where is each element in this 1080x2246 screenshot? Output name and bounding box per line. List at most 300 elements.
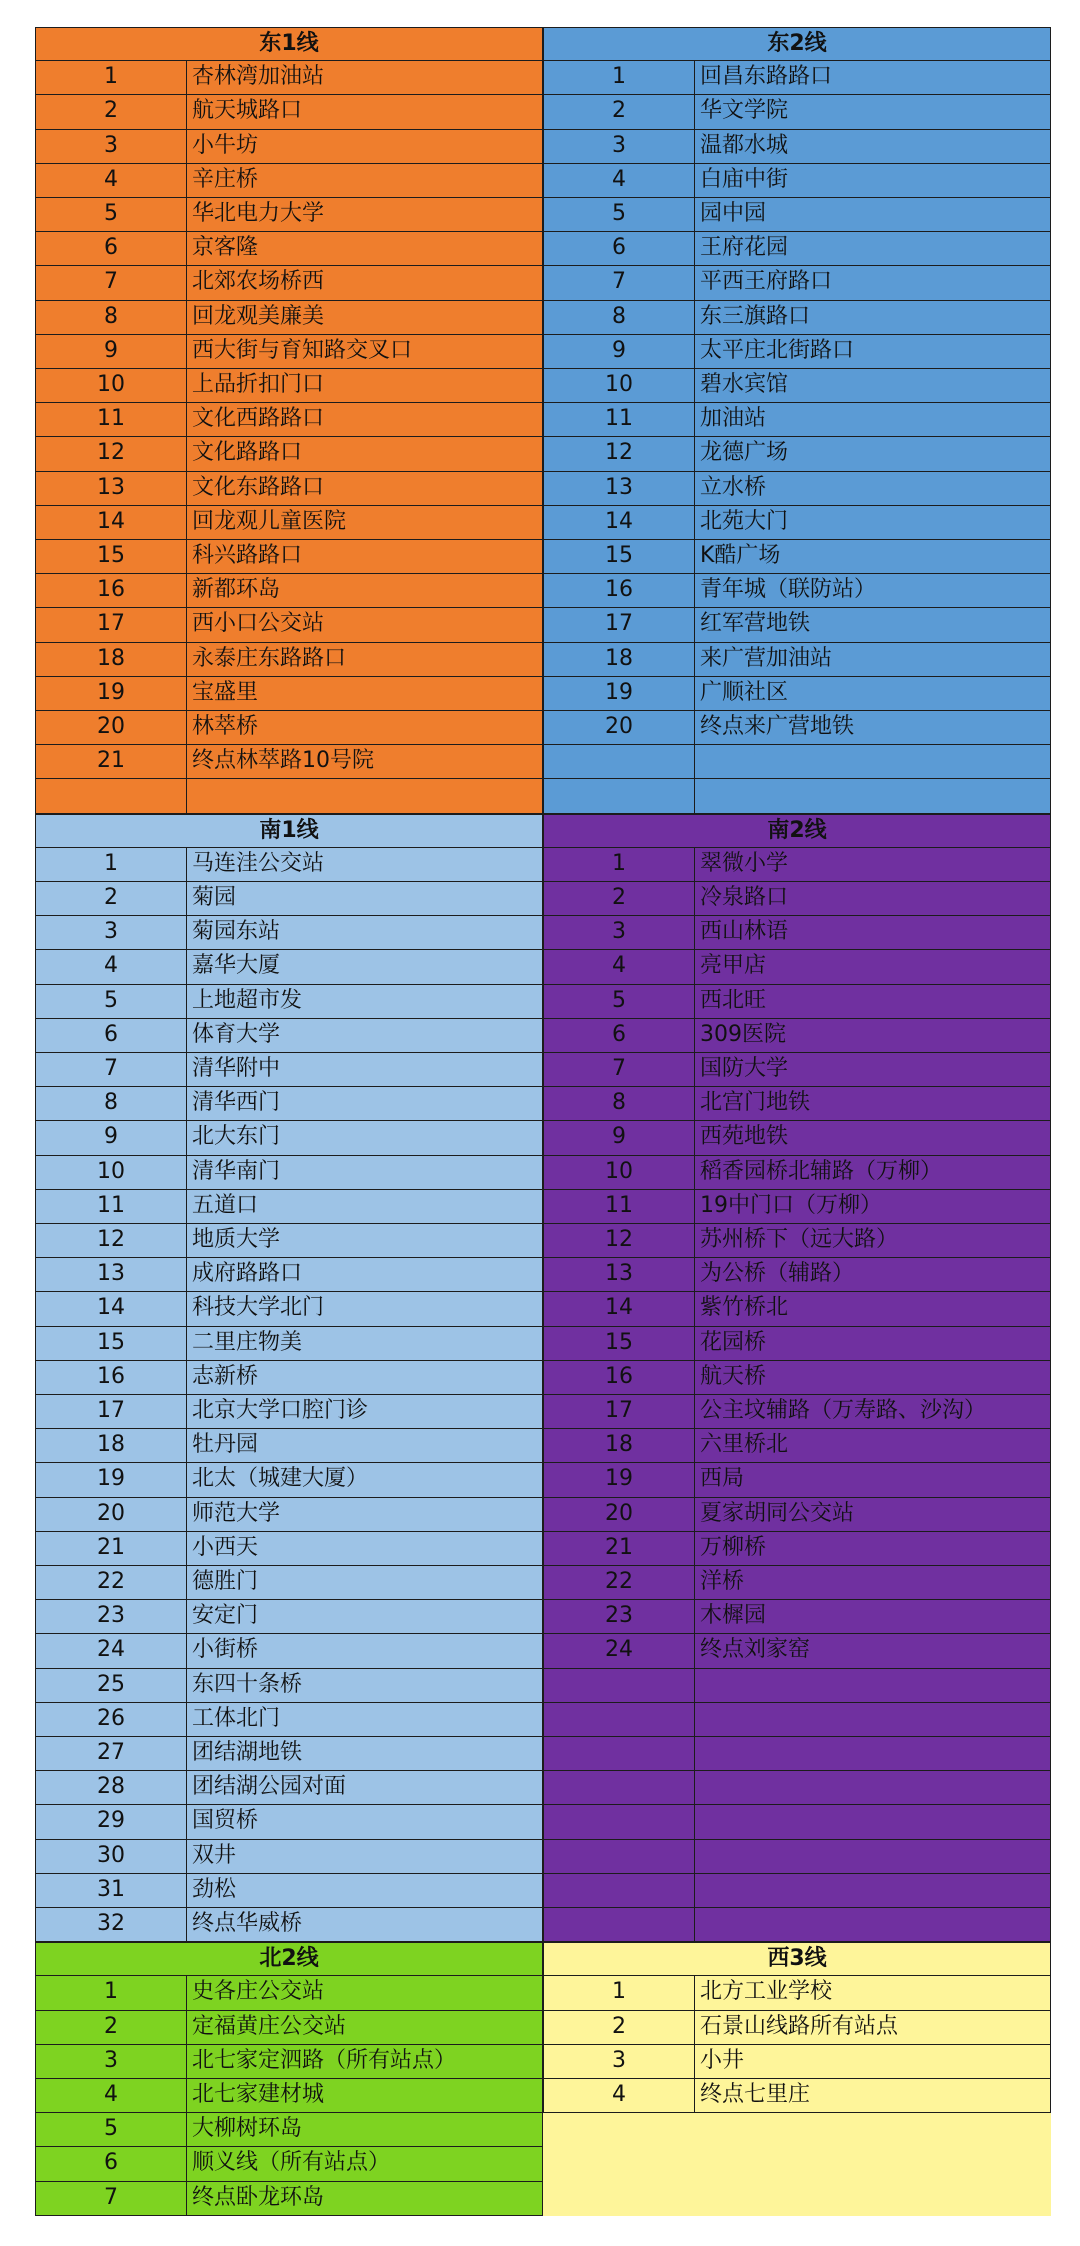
stop-number: 11: [544, 403, 695, 436]
stop-number: [36, 779, 187, 812]
stop-number: 13: [36, 1258, 187, 1291]
bus-route-table: [35, 27, 1051, 2223]
stop-name: 洋桥: [700, 1568, 745, 1594]
stop-number: [544, 1771, 695, 1804]
table-row: [35, 506, 543, 540]
table-row: [543, 677, 1051, 711]
stop-number: 4: [544, 950, 695, 983]
table-row: [35, 335, 543, 369]
stop-number: 10: [36, 369, 187, 402]
stop-number: 7: [544, 1053, 695, 1086]
table-row: [543, 1292, 1051, 1326]
stop-name: 辛庄桥: [192, 166, 259, 192]
stop-name: 新都环岛: [192, 577, 281, 603]
stop-number: 17: [36, 1395, 187, 1428]
table-row: [35, 745, 543, 779]
stop-name: K酷广场: [700, 543, 781, 568]
table-row: [35, 130, 543, 164]
table-row: [35, 2113, 543, 2147]
stop-name: [695, 1669, 1050, 1702]
stop-name: 北京大学口腔门诊: [192, 1397, 369, 1423]
table-row: [543, 266, 1051, 300]
stop-name: 石景山线路所有站点: [700, 2013, 899, 2039]
stop-number: 1: [544, 1976, 695, 2009]
table-row: [543, 1840, 1051, 1874]
table-row: [543, 1190, 1051, 1224]
stop-number: 8: [36, 301, 187, 334]
stop-name: [695, 1840, 1050, 1873]
stop-name: 小井: [700, 2047, 745, 2073]
stop-name: 冷泉路口: [700, 884, 789, 910]
stop-number: 20: [544, 711, 695, 744]
stop-number: 17: [544, 608, 695, 641]
stop-number: 2: [544, 95, 695, 128]
stop-name: 清华西门: [192, 1090, 281, 1116]
stop-name: 菊园东站: [192, 919, 281, 945]
stop-name: 19中门口（万柳）: [700, 1192, 882, 1218]
stop-name: 碧水宾馆: [700, 372, 789, 397]
table-row: [35, 164, 543, 198]
stop-name: 稻香园桥北辅路（万柳）: [700, 1158, 943, 1184]
table-row: [35, 2011, 543, 2045]
stop-number: [544, 779, 695, 812]
stop-name: 西小口公交站: [192, 611, 325, 637]
stop-name: 北郊农场桥西: [192, 269, 325, 295]
table-row: [543, 506, 1051, 540]
table-row: [35, 1908, 543, 1942]
table-row: [543, 369, 1051, 403]
table-row: [543, 608, 1051, 642]
stop-name: 广顺社区: [700, 679, 789, 705]
table-row: [35, 574, 543, 608]
table-row: [35, 2079, 543, 2113]
stop-name: 定福黄庄公交站: [192, 2013, 347, 2039]
stop-number: 11: [36, 1190, 187, 1223]
stop-number: 9: [36, 335, 187, 368]
stop-name: [695, 1737, 1050, 1770]
stop-name: 京客隆: [192, 235, 259, 261]
table-row: [543, 1327, 1051, 1361]
stop-number: 19: [544, 677, 695, 710]
table-row: [35, 916, 543, 950]
table-row: [543, 61, 1051, 95]
stop-name: 北苑大门: [700, 508, 789, 534]
table-row: [35, 1566, 543, 1600]
stop-name: 北方工业学校: [700, 1979, 833, 2005]
stop-name: 安定门: [192, 1603, 259, 1629]
table-row: [543, 1805, 1051, 1839]
table-row: [35, 848, 543, 882]
stop-name: 回昌东路路口: [700, 64, 833, 90]
stop-number: 27: [36, 1737, 187, 1770]
stop-name: [695, 1805, 1050, 1838]
table-row: [543, 1395, 1051, 1429]
table-row: [543, 2011, 1051, 2045]
stop-number: 14: [36, 1292, 187, 1325]
stop-number: 11: [36, 403, 187, 436]
stop-name: 红军营地铁: [700, 611, 811, 637]
stop-number: 7: [36, 1053, 187, 1086]
stop-name: 终点七里庄: [700, 2081, 811, 2107]
stop-name: 北七家建材城: [192, 2081, 325, 2107]
table-row: [543, 950, 1051, 984]
stop-name: 航天桥: [700, 1363, 767, 1389]
table-row: [543, 1258, 1051, 1292]
stop-name: 清华南门: [192, 1158, 281, 1184]
stop-name: 北宫门地铁: [700, 1090, 811, 1116]
west3-title: 西3线: [543, 1942, 1051, 1976]
stop-number: 8: [36, 1087, 187, 1120]
stop-name: [695, 1771, 1050, 1804]
stop-name: 文化路路口: [192, 440, 303, 466]
table-row: [35, 1771, 543, 1805]
stop-number: 2: [36, 95, 187, 128]
table-row: [543, 1669, 1051, 1703]
table-row: [543, 1053, 1051, 1087]
table-row: [543, 1156, 1051, 1190]
table-row: [35, 1156, 543, 1190]
stop-number: 16: [36, 1361, 187, 1394]
table-row: [35, 1532, 543, 1566]
table-row: [35, 1121, 543, 1155]
stop-number: [544, 1737, 695, 1770]
table-row: [35, 1361, 543, 1395]
stop-name: 北大东门: [192, 1124, 281, 1150]
table-row: [35, 95, 543, 129]
table-row: [35, 1463, 543, 1497]
stop-number: 12: [36, 1224, 187, 1257]
table-row: [543, 403, 1051, 437]
stop-number: 4: [36, 950, 187, 983]
stop-number: 6: [36, 1019, 187, 1052]
table-row: [543, 335, 1051, 369]
stop-number: 21: [36, 1532, 187, 1565]
stop-name: 东三旗路口: [700, 303, 811, 329]
stop-number: 6: [544, 232, 695, 265]
table-row: [543, 574, 1051, 608]
stop-number: 15: [544, 540, 695, 573]
stop-name: 宝盛里: [192, 679, 259, 705]
stop-number: 15: [36, 540, 187, 573]
stop-number: 30: [36, 1840, 187, 1873]
east2-title: 东2线: [543, 27, 1051, 61]
table-row: [543, 472, 1051, 506]
stop-name: 小西天: [192, 1534, 259, 1560]
stop-name: 二里庄物美: [192, 1329, 303, 1355]
table-row: [543, 1498, 1051, 1532]
stop-number: 2: [36, 2011, 187, 2044]
table-row: [543, 1566, 1051, 1600]
table-row: [35, 1053, 543, 1087]
stop-number: 18: [36, 1429, 187, 1462]
stop-number: 5: [36, 198, 187, 231]
stop-number: 2: [544, 2011, 695, 2044]
east1-title: 东1线: [35, 27, 543, 61]
table-row: [543, 916, 1051, 950]
stop-number: 3: [544, 2045, 695, 2078]
stop-number: 14: [544, 506, 695, 539]
table-row: [35, 1634, 543, 1668]
stop-name: 西大街与育知路交叉口: [192, 337, 413, 363]
table-row: [35, 882, 543, 916]
stop-name: 牡丹园: [192, 1432, 259, 1458]
stop-name: 终点卧龙环岛: [192, 2184, 325, 2210]
stop-number: 3: [36, 916, 187, 949]
table-row: [543, 1463, 1051, 1497]
table-row: [35, 1292, 543, 1326]
stop-name: 林萃桥: [192, 714, 259, 739]
table-row: [543, 1224, 1051, 1258]
stop-name: 终点刘家窑: [700, 1637, 811, 1663]
stop-number: 11: [544, 1190, 695, 1223]
table-row: [543, 1361, 1051, 1395]
table-row: [35, 61, 543, 95]
stop-number: 5: [544, 985, 695, 1018]
table-row: [35, 1669, 543, 1703]
stop-name: 体育大学: [192, 1021, 281, 1047]
stop-number: 4: [36, 164, 187, 197]
stop-name: 华北电力大学: [192, 201, 325, 226]
stop-name: 园中园: [700, 201, 767, 226]
stop-number: 2: [544, 882, 695, 915]
stop-number: 9: [36, 1121, 187, 1154]
stop-number: 19: [36, 677, 187, 710]
stop-number: 14: [36, 506, 187, 539]
stop-name: 309医院: [700, 1021, 786, 1047]
stop-name: 劲松: [192, 1876, 237, 1902]
stop-name: 史各庄公交站: [192, 1979, 325, 2005]
stop-number: 25: [36, 1669, 187, 1702]
stop-name: [695, 745, 1050, 778]
stop-name: 夏家胡同公交站: [700, 1500, 855, 1526]
stop-name: 公主坟辅路（万寿路、沙沟）: [700, 1397, 987, 1423]
stop-name: 团结湖公园对面: [192, 1774, 347, 1800]
stop-name: 王府花园: [700, 235, 789, 261]
stop-name: 太平庄北街路口: [700, 337, 855, 363]
stop-number: [544, 1703, 695, 1736]
table-row: [543, 1429, 1051, 1463]
stop-name: 北太（城建大厦）: [192, 1466, 369, 1492]
stop-name: 西北旺: [700, 987, 767, 1013]
stop-name: [695, 1874, 1050, 1907]
stop-number: 7: [544, 266, 695, 299]
stop-name: 杏林湾加油站: [192, 64, 325, 90]
stop-name: 木樨园: [700, 1603, 767, 1629]
stop-name: 大柳树环岛: [192, 2116, 303, 2142]
table-row: [543, 2079, 1051, 2113]
stop-name: 科兴路路口: [192, 543, 303, 568]
stop-number: [544, 1908, 695, 1941]
table-row: [35, 1224, 543, 1258]
stop-name: 顺义线（所有站点）: [192, 2150, 391, 2176]
stop-number: 31: [36, 1874, 187, 1907]
stop-name: 立水桥: [700, 474, 767, 500]
stop-number: 29: [36, 1805, 187, 1838]
stop-number: 15: [544, 1327, 695, 1360]
stop-number: 20: [36, 711, 187, 744]
stop-name: 马连洼公交站: [192, 850, 325, 876]
table-row: [35, 1600, 543, 1634]
table-row: [35, 779, 543, 813]
table-row: [35, 1976, 543, 2010]
stop-name: 上品折扣门口: [192, 372, 325, 397]
stop-number: 19: [36, 1463, 187, 1496]
stop-number: 21: [36, 745, 187, 778]
stop-name: 菊园: [192, 884, 237, 910]
stop-name: 师范大学: [192, 1500, 281, 1526]
table-row: [543, 2045, 1051, 2079]
stop-number: 1: [36, 61, 187, 94]
stop-name: 小街桥: [192, 1637, 259, 1663]
stop-name: 工体北门: [192, 1705, 281, 1731]
stop-number: 13: [544, 1258, 695, 1291]
table-row: [35, 1395, 543, 1429]
stop-number: 12: [544, 437, 695, 470]
stop-name: [187, 779, 542, 812]
stop-name: 平西王府路口: [700, 269, 833, 295]
stop-name: 温都水城: [700, 132, 789, 158]
stop-number: 17: [544, 1395, 695, 1428]
stop-number: 10: [544, 369, 695, 402]
stop-name: 成府路路口: [192, 1261, 303, 1287]
stop-name: 西苑地铁: [700, 1124, 789, 1150]
stop-name: [695, 779, 1050, 812]
table-row: [543, 1737, 1051, 1771]
table-row: [543, 882, 1051, 916]
table-row: [35, 985, 543, 1019]
stop-name: 来广营加油站: [700, 645, 833, 671]
table-row: [35, 1087, 543, 1121]
stop-name: 龙德广场: [700, 440, 789, 466]
table-row: [543, 985, 1051, 1019]
stop-name: 加油站: [700, 406, 767, 432]
stop-number: 2: [36, 882, 187, 915]
stop-name: 华文学院: [700, 98, 789, 124]
table-row: [35, 1258, 543, 1292]
table-row: [35, 1737, 543, 1771]
stop-number: 17: [36, 608, 187, 641]
stop-number: 7: [36, 2182, 187, 2215]
stop-number: 23: [36, 1600, 187, 1633]
stop-number: 6: [544, 1019, 695, 1052]
south1-title: 南1线: [35, 814, 543, 848]
stop-name: [695, 1908, 1050, 1941]
stop-number: 8: [544, 1087, 695, 1120]
table-row: [543, 1121, 1051, 1155]
table-row: [35, 1498, 543, 1532]
stop-name: 地质大学: [192, 1226, 281, 1252]
stop-number: 8: [544, 301, 695, 334]
stop-number: 13: [36, 472, 187, 505]
stop-number: 24: [36, 1634, 187, 1667]
stop-name: 上地超市发: [192, 987, 303, 1013]
table-row: [543, 1771, 1051, 1805]
stop-number: 6: [36, 2147, 187, 2180]
stop-number: 4: [36, 2079, 187, 2112]
table-row: [35, 540, 543, 574]
table-row: [35, 950, 543, 984]
table-row: [35, 2147, 543, 2181]
south2-title: 南2线: [543, 814, 1051, 848]
table-row: [543, 1908, 1051, 1942]
stop-number: 7: [36, 266, 187, 299]
stop-number: 16: [36, 574, 187, 607]
table-row: [35, 1327, 543, 1361]
stop-name: 回龙观儿童医院: [192, 508, 347, 534]
table-row: [35, 198, 543, 232]
stop-name: 翠微小学: [700, 850, 789, 876]
table-row: [35, 232, 543, 266]
stop-number: 21: [544, 1532, 695, 1565]
stop-number: 24: [544, 1634, 695, 1667]
stop-number: 19: [544, 1463, 695, 1496]
stop-name: 回龙观美廉美: [192, 303, 325, 329]
stop-number: [544, 1669, 695, 1702]
table-row: [543, 130, 1051, 164]
stop-name: 永泰庄东路路口: [192, 645, 347, 671]
stop-name: 德胜门: [192, 1568, 259, 1594]
stop-name: 西局: [700, 1466, 745, 1492]
stop-number: 6: [36, 232, 187, 265]
stop-number: 15: [36, 1327, 187, 1360]
stop-number: 3: [36, 2045, 187, 2078]
stop-name: 西山林语: [700, 919, 789, 945]
stop-number: [544, 1805, 695, 1838]
stop-number: 9: [544, 1121, 695, 1154]
stop-number: 18: [544, 643, 695, 676]
table-row: [543, 1976, 1051, 2010]
table-row: [543, 232, 1051, 266]
stop-number: 5: [544, 198, 695, 231]
stop-number: 1: [36, 848, 187, 881]
stop-name: 紫竹桥北: [700, 1295, 789, 1321]
stop-name: 清华附中: [192, 1055, 281, 1081]
table-row: [543, 301, 1051, 335]
stop-number: [544, 1840, 695, 1873]
table-row: [35, 1840, 543, 1874]
stop-name: 国防大学: [700, 1055, 789, 1081]
table-row: [543, 711, 1051, 745]
table-row: [35, 1019, 543, 1053]
stop-name: 文化东路路口: [192, 474, 325, 500]
stop-number: 18: [36, 643, 187, 676]
stop-number: 20: [36, 1498, 187, 1531]
stop-name: 为公桥（辅路）: [700, 1261, 855, 1287]
stop-number: 3: [544, 916, 695, 949]
table-row: [35, 677, 543, 711]
table-row: [543, 1600, 1051, 1634]
stop-name: 终点林萃路10号院: [192, 748, 374, 774]
stop-number: 1: [544, 61, 695, 94]
stop-number: 9: [544, 335, 695, 368]
stop-number: 4: [544, 164, 695, 197]
table-row: [35, 266, 543, 300]
table-row: [543, 95, 1051, 129]
stop-name: [695, 1703, 1050, 1736]
stop-name: 科技大学北门: [192, 1295, 325, 1321]
stop-name: 五道口: [192, 1192, 259, 1218]
stop-number: 3: [36, 130, 187, 163]
table-row: [543, 198, 1051, 232]
stop-number: 22: [36, 1566, 187, 1599]
table-row: [543, 437, 1051, 471]
stop-number: 20: [544, 1498, 695, 1531]
table-row: [35, 437, 543, 471]
stop-number: 12: [544, 1224, 695, 1257]
table-row: [35, 2045, 543, 2079]
table-row: [543, 643, 1051, 677]
stop-name: 花园桥: [700, 1329, 767, 1355]
